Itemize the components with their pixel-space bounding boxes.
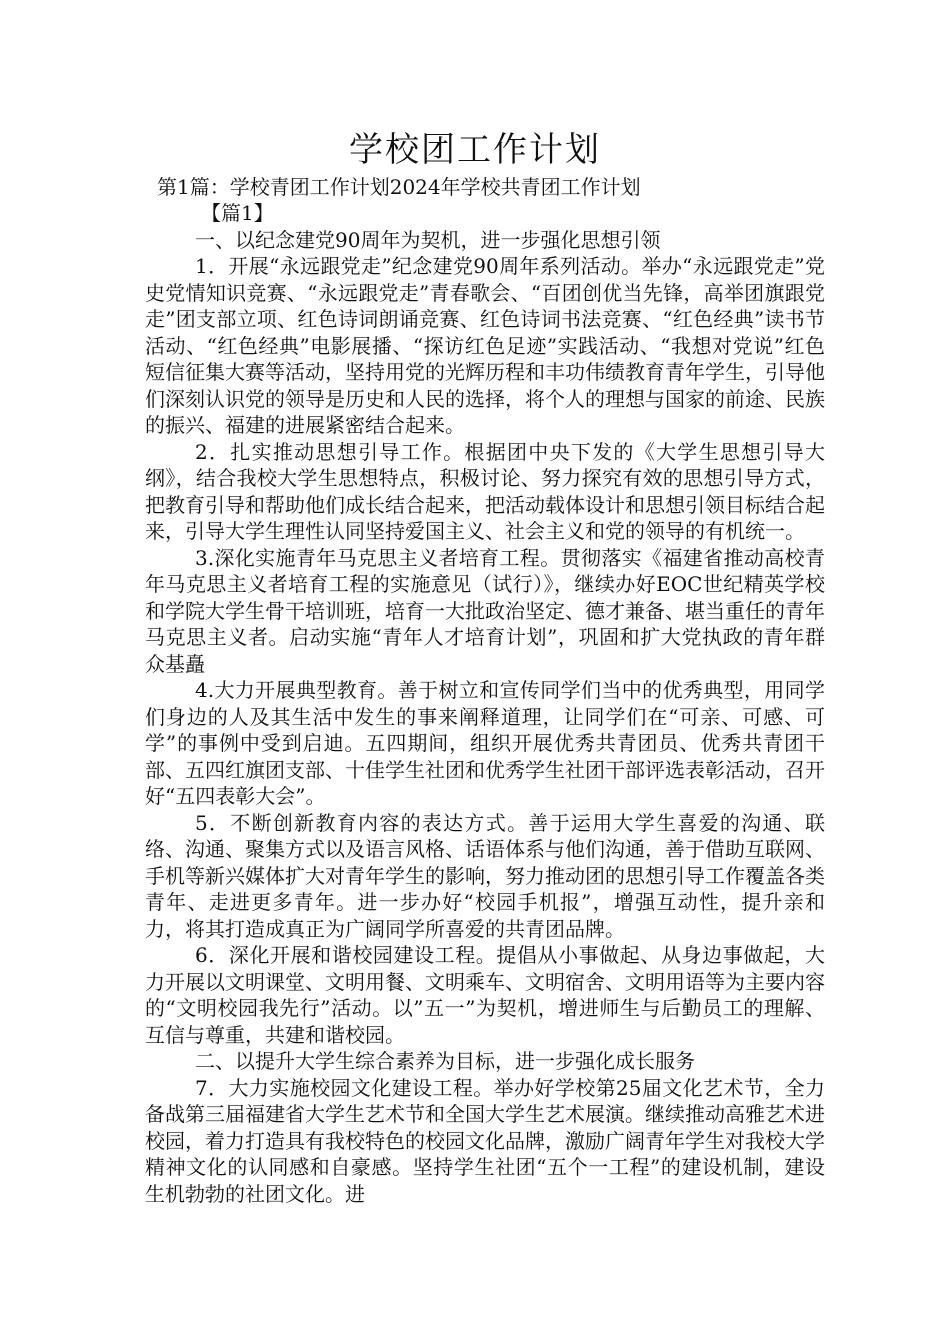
section-tag: 【篇1】 <box>201 201 274 225</box>
document-subtitle: 第1篇：学校青团工作计划2024年学校共青团工作计划 <box>157 175 641 199</box>
section-heading: 二、以提升大学生综合素养为目标，进一步强化成长服务 <box>195 1049 695 1073</box>
paragraph: 6．深化开展和谐校园建设工程。提倡从小事做起、从身边事做起，大力开展以文明课堂、文明用餐、文明乘车、文明宿舍、文明用语等为主要内容的“文明校园我先行”活动。以”五一”为契机，增进师生与后勤员工的理解、互信与尊重，共建和谐校园。 <box>145 943 825 1047</box>
section-heading: 一、以纪念建党90周年为契机，进一步强化思想引领 <box>195 227 661 252</box>
paragraph: 4.大力开展典型教育。善于树立和宣传同学们当中的优秀典型，用同学们身边的人及其生活中发生的事来阐释道理，让同学们在“可亲、可感、可学”的事例中受到启迪。五四期间，组织开展优秀共青团员、优秀共青团干部、五四红旗团支部、十佳学生社团和优秀学生社团干部评选表彰活动，召开好“五四表彰大会”。 <box>145 678 825 808</box>
paragraph: 5．不断创新教育内容的表达方式。善于运用大学生喜爱的沟通、联络、沟通、聚集方式以及语言风格、话语体系与他们沟通，善于借助互联网、手机等新兴媒体扩大对青年学生的影响，努力推动团的思想引导工作覆盖各类青年、走进更多青年。进一步办好“校园手机报”，增强互动性，提升亲和力，将其打造成真正为广阔同学所喜爱的共青团品牌。 <box>145 810 825 941</box>
document-body <box>145 200 825 1207</box>
page-title: 学校团工作计划 <box>349 130 601 170</box>
paragraph: 2．扎实推动思想引导工作。根据团中央下发的《大学生思想引导大纲》，结合我校大学生思想特点，积极讨论、努力探究有效的思想引导方式，把教育引导和帮助他们成长结合起来，把活动载体设计和思想引领目标结合起来，引导大学生理性认同坚持爱国主义、社会主义和党的领导的有机统一。 <box>145 439 825 543</box>
paragraph: 3.深化实施青年马克思主义者培育工程。贯彻落实《福建省推动高校青年马克思主义者培育工程的实施意见（试行）》，继续办好EOC世纪精英学校和学院大学生骨干培训班，培育一大批政治坚定、德才兼备、堪当重任的青年马克思主义者。启动实施“青年人才培育计划”，巩固和扩大党执政的青年群众基矗 <box>145 545 825 676</box>
paragraph: 1．开展“永远跟党走”纪念建党90周年系列活动。举办“永远跟党走”党史党情知识竞赛、“永远跟党走”青春歌会、“百团创优当先锋，高举团旗跟党走”团支部立项、红色诗词朗诵竞赛、红色诗词书法竞赛、“红色经典”读书节活动、“红色经典”电影展播、“探访红色足迹”实践活动、“我想对党说”红色短信征集大赛等活动，坚持用党的光辉历程和丰功伟绩教育青年学生，引导他们深刻认识党的领导是历史和人民的选择，将个人的理想与国家的前途、民族的振兴、福建的进展紧密结合起来。 <box>145 254 825 437</box>
paragraph: 7．大力实施校园文化建设工程。举办好学校第25届文化艺术节，全力备战第三届福建省大学生艺术节和全国大学生艺术展演。继续推动高雅艺术进校园，着力打造具有我校特色的校园文化品牌，激励广阔青年学生对我校大学精神文化的认同感和自豪感。坚持学生社团“五个一工程”的建设机制，建设生机勃勃的社团文化。进 <box>145 1075 825 1206</box>
